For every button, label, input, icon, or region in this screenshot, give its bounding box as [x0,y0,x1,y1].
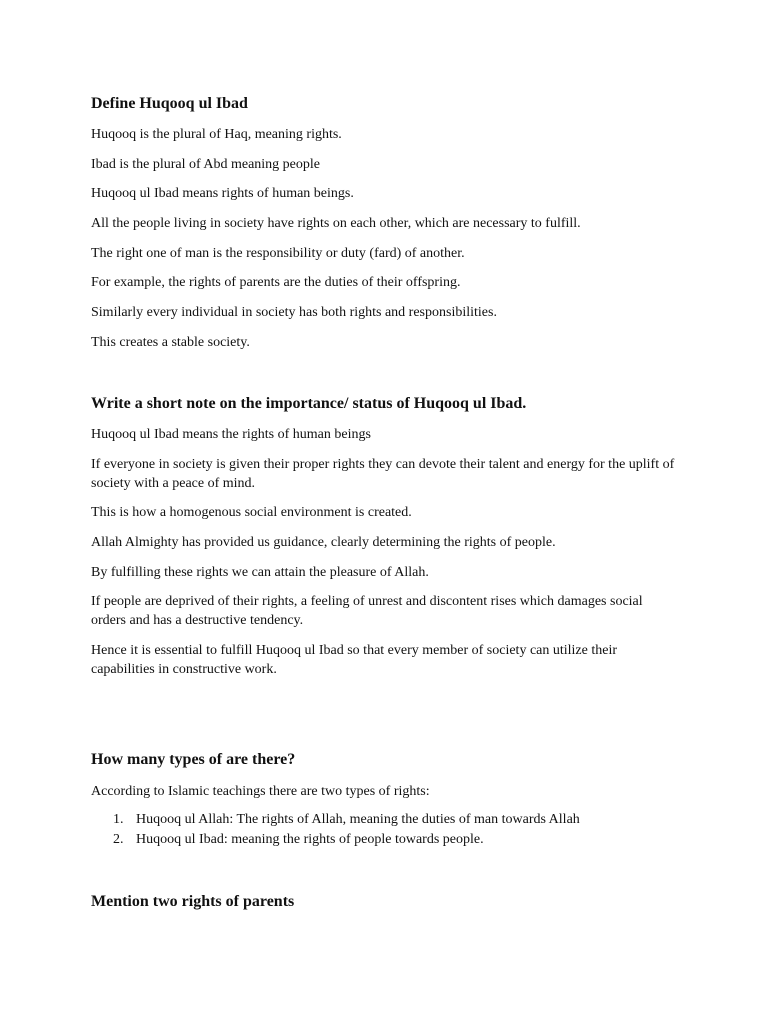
list-item [91,830,677,850]
paragraph: This creates a stable society. [91,335,250,350]
list-item-text: Huqooq ul Allah: The rights of Allah, meaning the duties of man towards Allah [136,812,580,827]
paragraph: According to Islamic teachings there are two types of rights: [91,784,430,799]
paragraph: If people are deprived of their rights, a feeling of unrest and discontent rises which damages social orders and has a destructive tendency. [91,594,643,628]
paragraph: All the people living in society have rights on each other, which are necessary to fulfill. [91,216,581,231]
paragraph: This is how a homogenous social environment is created. [91,505,412,520]
paragraph: Similarly every individual in society has both rights and responsibilities. [91,305,497,320]
paragraph: If everyone in society is given their proper rights they can devote their talent and energy for the uplift of society with a peace of mind. [91,457,675,491]
paragraph: By fulfilling these rights we can attain the pleasure of Allah. [91,565,429,580]
section-heading: How many types of are there? [91,751,296,768]
numbered-list [91,810,677,850]
paragraph: For example, the rights of parents are the duties of their offspring. [91,275,461,290]
paragraph: Allah Almighty has provided us guidance, clearly determining the rights of people. [91,535,556,550]
paragraph: Ibad is the plural of Abd meaning people [91,157,320,172]
section-heading: Write a short note on the importance/ status of Huqooq ul Ibad. [91,395,527,412]
paragraph: Hence it is essential to fulfill Huqooq ul Ibad so that every member of society can utilize their capabilities in constructive work. [91,643,618,677]
list-item [91,810,677,830]
list-number: 2. [113,832,124,847]
paragraph: The right one of man is the responsibility or duty (fard) of another. [91,246,465,261]
list-item-text: Huqooq ul Ibad: meaning the rights of people towards people. [136,832,484,847]
list-number: 1. [113,812,124,827]
paragraph: Huqooq ul Ibad means rights of human beings. [91,186,354,201]
section-heading: Define Huqooq ul Ibad [91,95,248,112]
paragraph: Huqooq ul Ibad means the rights of human beings [91,427,371,442]
paragraph: Huqooq is the plural of Haq, meaning rights. [91,127,342,142]
section-heading: Mention two rights of parents [91,893,295,910]
